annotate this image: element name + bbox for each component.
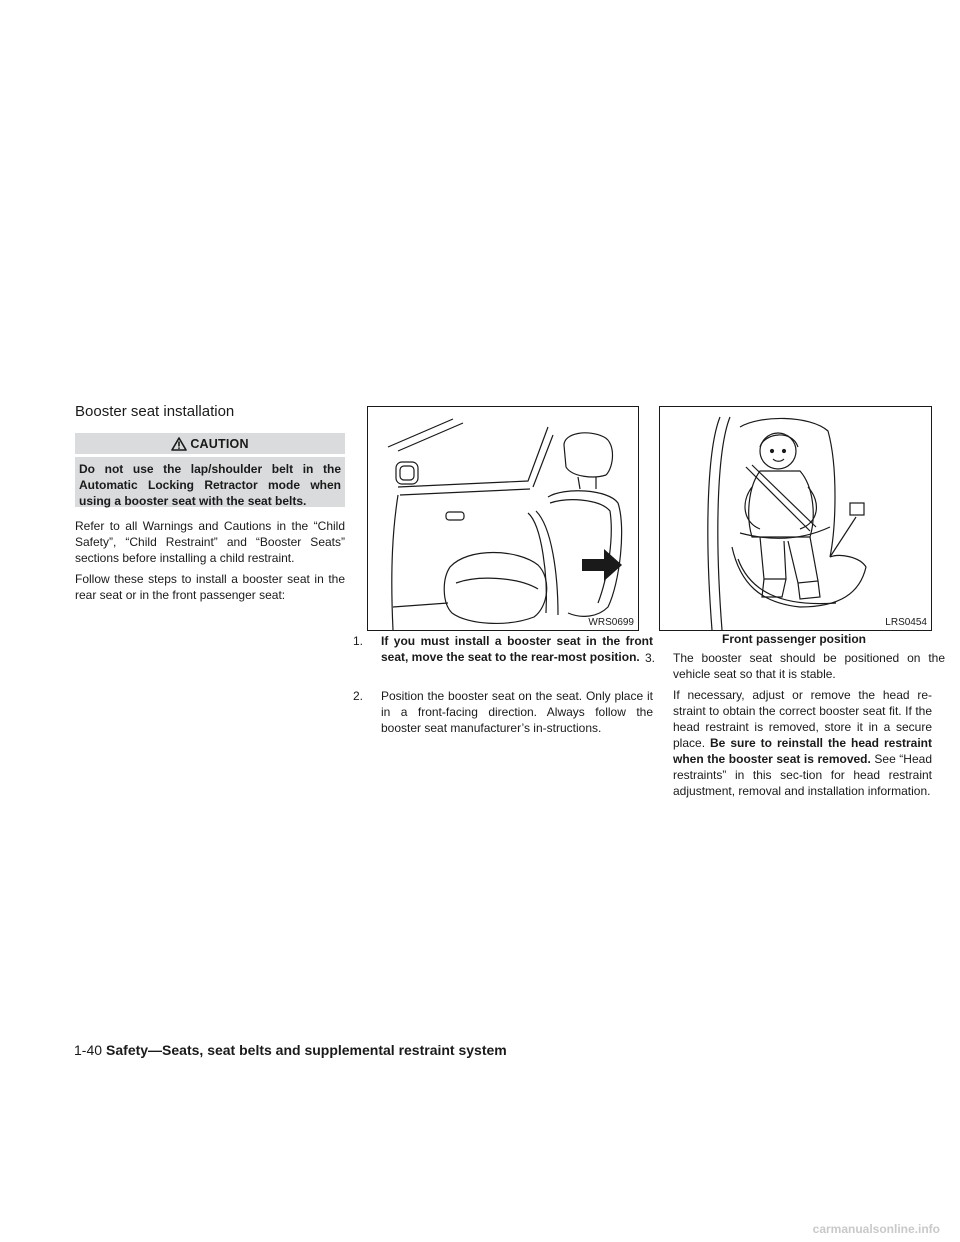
- step-3: [645, 650, 945, 682]
- page-number: 1-40: [74, 1042, 103, 1058]
- step-2-text: Position the booster seat on the seat. Only place it in a front-facing direction. Always follow the booster seat manufacturer’s in-structions.: [381, 689, 653, 735]
- step-2: [353, 688, 653, 736]
- step-1: [353, 633, 653, 665]
- figure-code: WRS0699: [588, 617, 634, 628]
- step-1-text: If you must install a booster seat in the front seat, move the seat to the rear-most position.: [381, 634, 653, 664]
- section-title: Booster seat installation: [75, 403, 235, 420]
- caution-header: [75, 433, 345, 454]
- page-footer: [74, 1042, 507, 1058]
- step-3-detail-emphasis: Be sure to reinstall the head restraint when the booster seat is removed.: [673, 736, 933, 766]
- vehicle-seat-illustration: [368, 407, 638, 630]
- step-3-text: The booster seat should be positioned on the vehicle seat so that it is stable.: [673, 651, 945, 681]
- step-3-number: 3.: [645, 651, 656, 665]
- figure-code: LRS0454: [885, 617, 927, 628]
- warning-triangle-icon: [171, 437, 187, 451]
- caution-text: Do not use the lap/shoulder belt in the Automatic Locking Retractor mode when using a booster seat with the seat belts.: [75, 457, 345, 507]
- booster-figure: [659, 406, 932, 631]
- watermark: carmanualsonline.info: [812, 1222, 940, 1236]
- chapter-title: Safety—Seats, seat belts and supplemental restraint system: [106, 1042, 507, 1058]
- intro-paragraph: Refer to all Warnings and Cautions in the “Child Safety”, “Child Restraint” and “Booster Seats” sections before installing a child restraint.: [75, 519, 345, 565]
- step-3-detail: [673, 687, 932, 799]
- steps-intro-paragraph: Follow these steps to install a booster seat in the rear seat or in the front passenger seat:: [75, 572, 345, 602]
- step-3-detail-reference: See “Head restraints” in this sec-tion for head restraint adjustment, removal and installation information.: [673, 752, 932, 798]
- child-booster-seat-illustration: [660, 407, 931, 630]
- step-3-detail-text: If necessary, adjust or remove the head re-straint to obtain the correct booster seat fit. If the head restraint is removed, store it in a secure place.: [673, 688, 932, 750]
- caution-label: CAUTION: [190, 436, 249, 451]
- figure-caption: Front passenger position: [721, 632, 866, 646]
- step-1-number: 1.: [353, 634, 364, 648]
- seat-figure: [367, 406, 639, 631]
- step-2-number: 2.: [353, 689, 364, 703]
